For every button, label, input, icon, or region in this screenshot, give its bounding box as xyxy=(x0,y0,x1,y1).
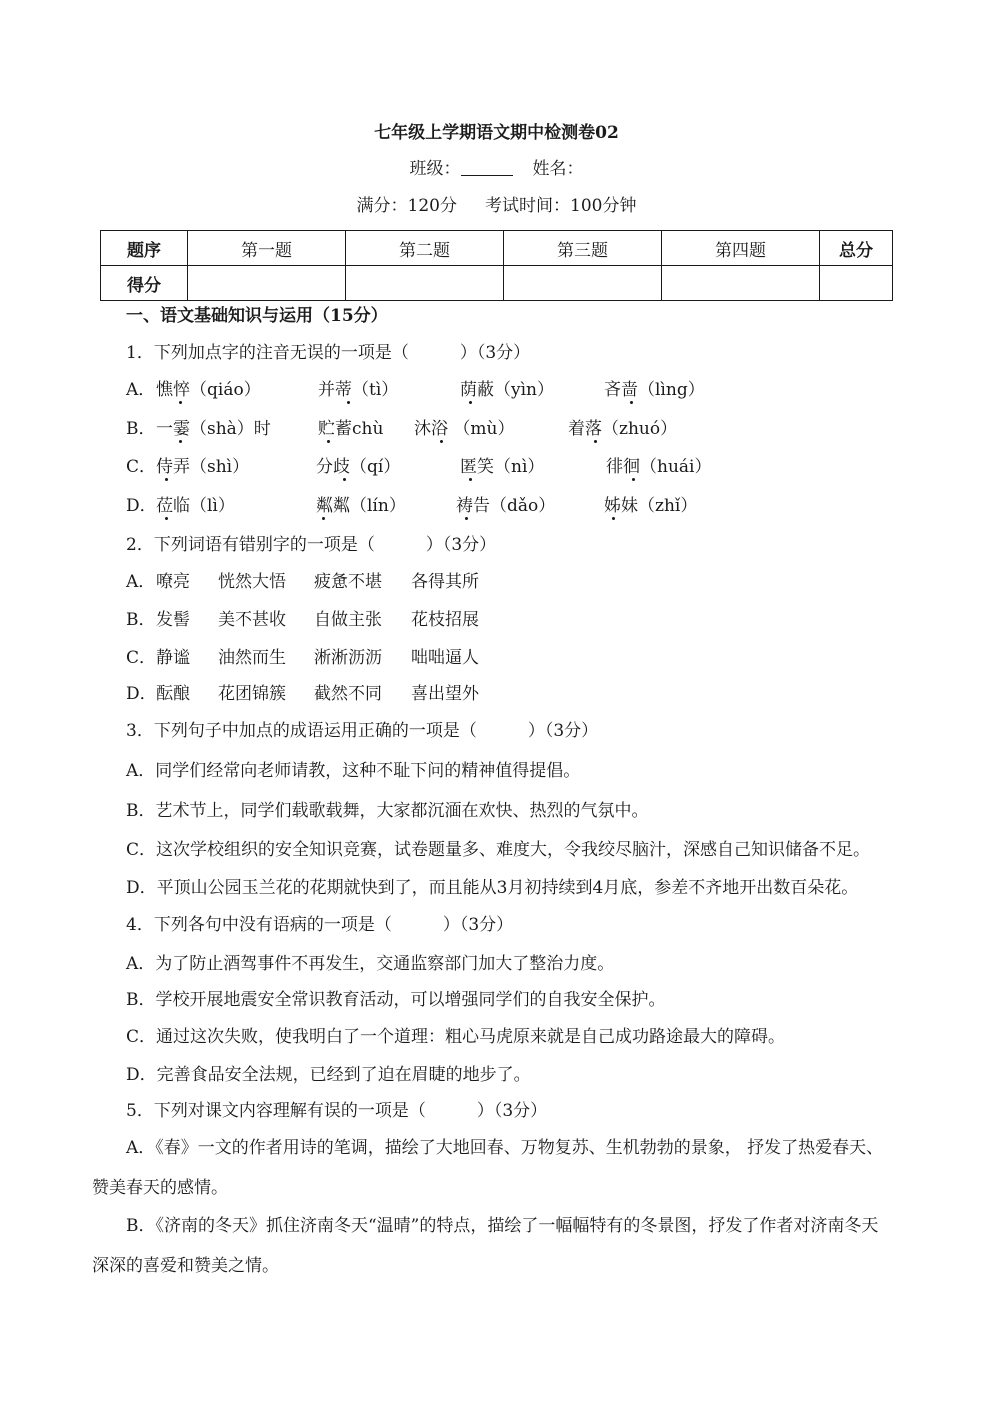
q4-option-a: A．为了防止酒驾事件不再发生，交通监察部门加大了整治力度。 xyxy=(126,954,615,974)
option-item: 恍然大悟 xyxy=(218,572,286,592)
score-input-cell[interactable] xyxy=(504,266,662,301)
option-item: 美不甚收 xyxy=(218,610,286,630)
q5-option-b: B．《济南的冬天》抓住济南冬天“温晴”的特点，描绘了一幅幅特有的冬景图，抒发了作者对济南冬天深深的喜爱和赞美之情。 xyxy=(92,1216,879,1276)
option-item: 嘹亮 xyxy=(156,572,190,592)
option-item: 发髻 xyxy=(156,610,190,630)
score-table-cell: 题序 xyxy=(101,231,188,266)
option-label: C． xyxy=(126,457,157,477)
question-stem: 3．下列句子中加点的成语运用正确的一项是（ ）（3分） xyxy=(126,721,599,741)
score-input-cell[interactable] xyxy=(820,266,893,301)
option-item: 分歧（qí） xyxy=(316,457,401,477)
option-item: 贮蓄chù xyxy=(318,419,384,439)
option-item: 姊妹（zhǐ） xyxy=(604,496,698,516)
section-heading: 一、语文基础知识与运用（15分） xyxy=(126,306,388,326)
option-item: 徘徊（huái） xyxy=(606,457,712,477)
exam-time: 考试时间：100分钟 xyxy=(485,196,637,216)
option-item: 着落（zhuó） xyxy=(568,419,678,439)
option-item: 咄咄逼人 xyxy=(411,648,479,668)
score-table-cell: 第一题 xyxy=(188,231,346,266)
option-item: 并蒂（tì） xyxy=(318,380,399,400)
score-input-cell[interactable] xyxy=(188,266,346,301)
score-table-cell: 得分 xyxy=(101,266,188,301)
option-item: 憔悴（qiáo） xyxy=(156,380,261,400)
option-item: 一霎（shà）时 xyxy=(156,419,271,439)
score-table-cell: 第四题 xyxy=(662,231,820,266)
option-item: 自做主张 xyxy=(314,610,382,630)
option-label: D． xyxy=(126,684,157,704)
question-stem: 1．下列加点字的注音无误的一项是（ ）（3分） xyxy=(126,343,531,363)
option-item: 荫蔽（yìn） xyxy=(460,380,554,400)
page-title: 七年级上学期语文期中检测卷02 xyxy=(374,123,619,143)
option-label: A． xyxy=(126,572,156,592)
option-item: 匿笑（nì） xyxy=(460,457,545,477)
option-item: 吝啬（lìng） xyxy=(604,380,705,400)
score-input-cell[interactable] xyxy=(662,266,820,301)
student-info-line xyxy=(0,158,993,180)
option-label: B． xyxy=(126,419,156,439)
option-item: 静谧 xyxy=(156,648,190,668)
option-item: 各得其所 xyxy=(411,572,479,592)
score-input-cell[interactable] xyxy=(346,266,504,301)
option-item: 莅临（lì） xyxy=(156,496,235,516)
option-item: 酝酿 xyxy=(156,684,190,704)
score-table-cell: 总分 xyxy=(820,231,893,266)
q4-option-b: B．学校开展地震安全常识教育活动，可以增强同学们的自我安全保护。 xyxy=(126,990,666,1010)
question-stem: 2．下列词语有错别字的一项是（ ）（3分） xyxy=(126,535,497,555)
option-item: 疲惫不堪 xyxy=(314,572,382,592)
option-item: 祷告（dǎo） xyxy=(456,496,556,516)
option-item: 油然而生 xyxy=(218,648,286,668)
question-stem: 4．下列各句中没有语病的一项是（ ）（3分） xyxy=(126,915,514,935)
score-table-cell: 第三题 xyxy=(504,231,662,266)
q5-option-a: A．《春》一文的作者用诗的笔调，描绘了大地回春、万物复苏、生机勃勃的景象， 抒发了热爱春天、赞美春天的感情。 xyxy=(92,1138,884,1198)
q3-option-d: D．平顶山公园玉兰花的花期就快到了，而且能从3月初持续到4月底，参差不齐地开出数百朵花。 xyxy=(126,878,859,898)
option-item: 沐浴 （mù） xyxy=(414,419,515,439)
option-item: 淅淅沥沥 xyxy=(314,648,382,668)
q3-option-b: B．艺术节上，同学们载歌载舞，大家都沉湎在欢快、热烈的气氛中。 xyxy=(126,801,649,821)
option-label: A． xyxy=(126,380,156,400)
score-table-header-row xyxy=(101,231,893,266)
exam-meta xyxy=(0,195,993,217)
option-item: 侍弄（shì） xyxy=(156,457,250,477)
class-blank[interactable] xyxy=(461,159,513,176)
option-item: 喜出望外 xyxy=(411,684,479,704)
q3-option-c: C．这次学校组织的安全知识竞赛，试卷题量多、难度大，令我绞尽脑汁，深感自己知识储备不足。 xyxy=(126,840,871,860)
full-score: 满分：120分 xyxy=(356,196,457,216)
q4-option-d: D．完善食品安全法规，已经到了迫在眉睫的地步了。 xyxy=(126,1065,531,1085)
class-label: 班级： xyxy=(409,159,461,179)
score-table-score-row xyxy=(101,266,893,301)
option-item: 花枝招展 xyxy=(411,610,479,630)
option-item: 粼粼（lín） xyxy=(316,496,406,516)
question-stem: 5．下列对课文内容理解有误的一项是（ ）（3分） xyxy=(126,1101,548,1121)
score-table xyxy=(100,230,893,301)
option-label: D． xyxy=(126,496,157,516)
q3-option-a: A．同学们经常向老师请教，这种不耻下问的精神值得提倡。 xyxy=(126,761,581,781)
option-label: B． xyxy=(126,610,156,630)
option-item: 花团锦簇 xyxy=(218,684,286,704)
option-label: C． xyxy=(126,648,157,668)
score-table-cell: 第二题 xyxy=(346,231,504,266)
q4-option-c: C．通过这次失败，使我明白了一个道理：粗心马虎原来就是自己成功路途最大的障碍。 xyxy=(126,1027,786,1047)
option-item: 截然不同 xyxy=(314,684,382,704)
name-label: 姓名： xyxy=(532,159,584,179)
